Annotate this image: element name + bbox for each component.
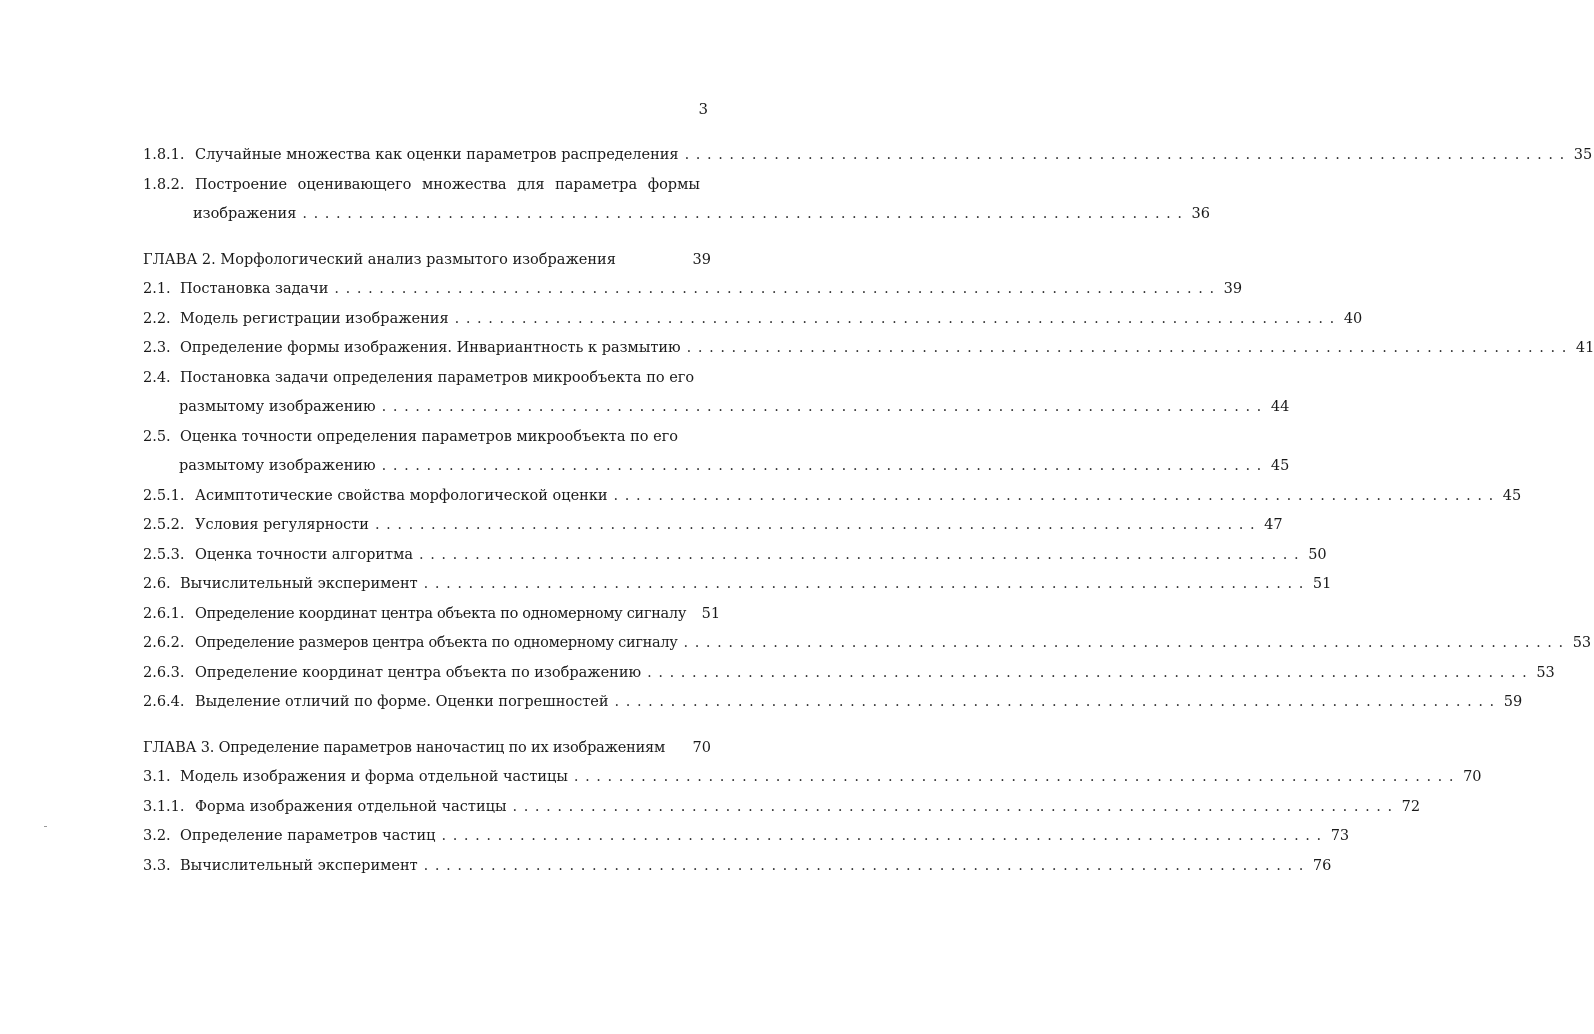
toc-entry-title: Асимптотические свойства морфологической оценки [195, 487, 608, 504]
toc-entry-page: 51 [1312, 576, 1332, 592]
dot-leader [455, 305, 1335, 335]
toc-entry-page: 51 [701, 605, 721, 622]
toc-entry-number: 3.1.1. [143, 798, 185, 815]
dot-leader [382, 452, 1262, 482]
toc-entry-title: Построение оценивающего множества для параметра формы [195, 176, 700, 193]
dot-leader [685, 141, 1565, 171]
toc-entry [143, 171, 711, 201]
chapter-title: ГЛАВА 2. Морфологический анализ размытого изображения [143, 251, 616, 268]
toc-entry-title: Условия регулярности [195, 517, 369, 533]
toc-entry-page: 44 [1270, 399, 1290, 415]
toc-entry-number: 2.3. [143, 340, 171, 356]
dot-leader [302, 200, 1182, 230]
toc-entry-page: 47 [1264, 517, 1283, 533]
dot-leader [684, 629, 1564, 659]
toc-entry-number: 2.2. [143, 310, 171, 327]
toc-entry-title: Постановка задачи [180, 281, 329, 297]
toc-entry [143, 763, 1482, 793]
toc-chapter [143, 734, 711, 764]
toc-entry-title: Модель регистрации изображения [180, 310, 449, 327]
toc-entry-number: 3.3. [143, 857, 171, 874]
toc-entry [143, 275, 1243, 305]
toc-entry [143, 659, 1555, 689]
toc-entry-page: 40 [1343, 310, 1363, 327]
toc-entry-page: 39 [692, 251, 711, 268]
toc-entry-title: Определение размеров центра объекта по одномерному сигналу [195, 635, 678, 651]
dot-leader [687, 334, 1567, 364]
toc-entry-page: 76 [1312, 857, 1332, 874]
toc-entry-number: 2.5.1. [143, 487, 185, 504]
toc-entry-title: Определение координат центра объекта по одномерному сигналу [195, 605, 687, 622]
toc-entry-title: Определение формы изображения. Инвариантность к размытию [180, 340, 681, 356]
toc-entry [143, 793, 1421, 823]
toc-entry-page: 41 [1575, 340, 1594, 356]
toc-entry-page: 45 [1502, 487, 1522, 504]
toc-entry-title-cont: размытому изображению [179, 399, 376, 415]
toc-entry-page: 70 [692, 739, 711, 756]
toc-entry [143, 305, 1363, 335]
toc-entry-number: 1.8.2. [143, 176, 185, 193]
dot-leader [424, 570, 1304, 600]
toc-entry-number: 2.5.2. [143, 517, 185, 533]
dot-leader [614, 482, 1494, 512]
toc-entry-page: 59 [1503, 694, 1523, 710]
toc-entry-title: Модель изображения и форма отдельной частицы [180, 769, 568, 785]
toc-entry-number: 2.4. [143, 369, 171, 386]
toc-entry-page: 45 [1270, 458, 1290, 474]
toc-entry-title: Определение параметров частиц [180, 828, 436, 844]
toc-entry-number: 3.2. [143, 828, 171, 844]
toc-entry-number: 2.6.4. [143, 694, 185, 710]
toc-entry-number: 2.6.2. [143, 635, 185, 651]
dot-leader [375, 511, 1255, 541]
dot-leader [442, 822, 1322, 852]
toc-entry-title: Оценка точности алгоритма [195, 546, 413, 563]
dot-leader [574, 763, 1454, 793]
dot-leader [647, 659, 1527, 689]
toc-entry-title: Вычислительный эксперимент [180, 576, 418, 592]
toc-entry-title-cont: изображения [193, 206, 297, 222]
toc-entry-number: 1.8.1. [143, 147, 185, 163]
toc-entry-page: 53 [1536, 664, 1555, 681]
dot-leader [382, 393, 1262, 423]
toc-entry-continuation [143, 393, 1290, 423]
toc-entry-number: 2.6.1. [143, 605, 185, 622]
toc-entry-page: 39 [1223, 281, 1243, 297]
toc-entry [143, 600, 721, 630]
toc-entry-number: 2.5.3. [143, 546, 185, 563]
toc-entry-title: Форма изображения отдельной частицы [195, 798, 507, 815]
toc-entry-number: 2.1. [143, 281, 171, 297]
toc-entry-number: 3.1. [143, 769, 171, 785]
toc-entry [143, 423, 711, 453]
toc-entry-title: Случайные множества как оценки параметров распределения [195, 147, 679, 163]
toc-entry [143, 570, 1332, 600]
toc-entry [143, 629, 1592, 659]
dot-leader [512, 793, 1392, 823]
toc-entry [143, 511, 1283, 541]
toc-entry [143, 482, 1522, 512]
toc-entry [143, 541, 1327, 571]
toc-entry [143, 334, 1594, 364]
toc-entry-title: Оценка точности определения параметров микрообъекта по его [180, 428, 678, 445]
toc-entry-title: Вычислительный эксперимент [180, 857, 418, 874]
toc-entry-page: 36 [1191, 206, 1210, 222]
toc-entry-continuation [143, 452, 1290, 482]
dot-leader [615, 688, 1495, 718]
toc-entry-continuation [143, 200, 1210, 230]
toc-entry-title: Выделение отличий по форме. Оценки погрешностей [195, 694, 609, 710]
toc-entry-page: 50 [1308, 546, 1327, 563]
toc-entry-number: 2.6. [143, 576, 171, 592]
toc-entry-number: 2.5. [143, 428, 171, 445]
page-number: 3 [698, 100, 708, 118]
dot-leader [424, 852, 1304, 882]
toc-entry-page: 73 [1330, 828, 1350, 844]
table-of-contents [143, 141, 1594, 881]
chapter-title: ГЛАВА 3. Определение параметров наночастиц по их изображениям [143, 739, 666, 756]
toc-entry-page: 53 [1572, 635, 1592, 651]
toc-entry [143, 822, 1350, 852]
toc-entry-title-cont: размытому изображению [179, 458, 376, 474]
toc-chapter [143, 246, 711, 276]
dot-leader [334, 275, 1214, 305]
toc-entry-page: 72 [1401, 798, 1421, 815]
toc-entry-title: Постановка задачи определения параметров микрообъекта по его [180, 369, 695, 386]
toc-entry [143, 688, 1523, 718]
toc-entry-title: Определение координат центра объекта по изображению [195, 664, 642, 681]
toc-entry [143, 364, 711, 394]
toc-entry [143, 852, 1332, 882]
toc-entry [143, 141, 1593, 171]
toc-entry-page: 70 [1463, 769, 1482, 785]
toc-entry-page: 35 [1573, 147, 1593, 163]
toc-entry-number: 2.6.3. [143, 664, 185, 681]
dot-leader [419, 541, 1299, 571]
scan-speck [44, 826, 47, 827]
